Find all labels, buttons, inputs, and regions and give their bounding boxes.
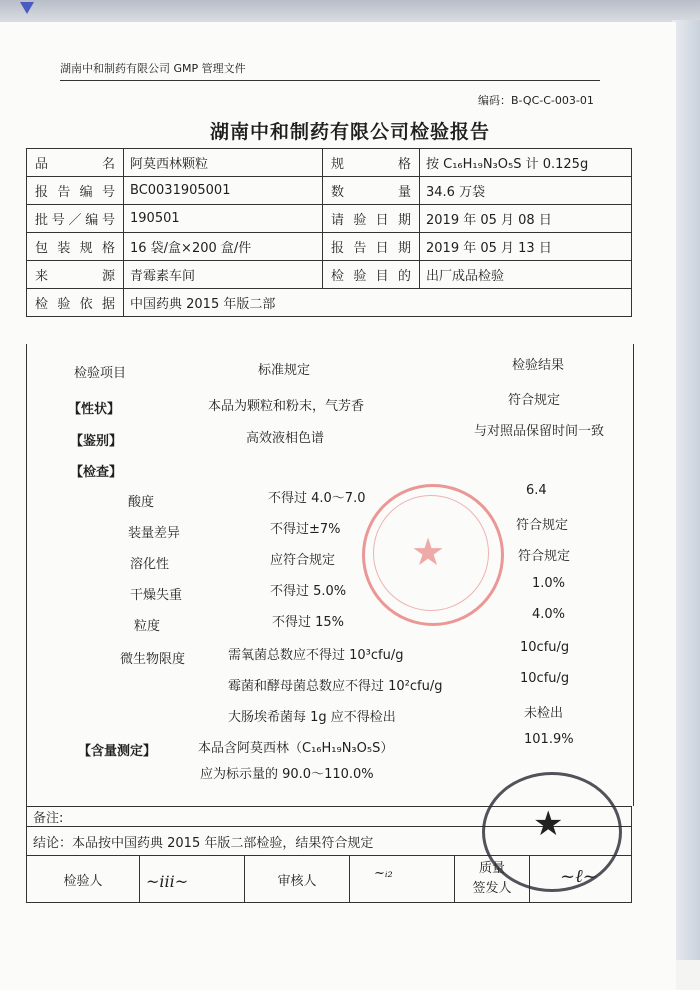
header-divider: [60, 80, 600, 81]
info-value: 190501: [124, 205, 323, 233]
check-result: 符合规定: [518, 549, 571, 564]
assay-standard-2: 应为标示量的 90.0～110.0%: [200, 767, 374, 782]
info-row: [27, 177, 632, 205]
check-result: 4.0%: [532, 607, 566, 622]
info-value: 阿莫西林颗粒: [124, 149, 323, 177]
report-title: 湖南中和制药有限公司检验报告: [210, 121, 491, 143]
qa-label-line2: 签发人: [472, 881, 512, 896]
micro-result: 10cfu/g: [520, 671, 570, 686]
info-key: 批号／编号: [27, 205, 124, 233]
info-value: 16 袋/盒×200 盒/件: [124, 233, 323, 261]
col-header-item: 检验项目: [74, 366, 127, 381]
section-assay-label: 【含量测定】: [78, 744, 157, 759]
check-standard: 应符合规定: [270, 553, 336, 568]
check-result: 1.0%: [532, 576, 566, 591]
info-key: 包装规格: [27, 233, 124, 261]
info-key: 报告编号: [27, 177, 124, 205]
reviewer-handwriting: ~ᵢ₂: [374, 866, 393, 881]
section-inspection-label: 【检查】: [70, 465, 123, 480]
info-key: 报告日期: [323, 233, 420, 261]
inspector-label: 检验人: [27, 856, 140, 903]
arrow-down-icon: [20, 2, 34, 14]
reviewer-label: 审核人: [245, 856, 350, 903]
reviewer-signature: [350, 856, 455, 903]
micro-standard: 需氧菌总数应不得过 10³cfu/g: [228, 648, 404, 663]
micro-standard: 霉菌和酵母菌总数应不得过 10²cfu/g: [228, 679, 443, 694]
check-standard: 不得过 15%: [272, 615, 345, 630]
company-doc-label: 湖南中和制药有限公司 GMP 管理文件: [60, 62, 246, 75]
info-key: 品 名: [27, 149, 124, 177]
info-key: 规 格: [323, 149, 420, 177]
check-result: 6.4: [526, 483, 547, 498]
scanner-right-edge: [672, 20, 700, 960]
info-table: [26, 148, 632, 317]
check-name: 粒度: [134, 619, 161, 634]
conclusion-text: 结论：本品按中国药典 2015 年版二部检验，结果符合规定: [27, 827, 632, 856]
identification-standard: 高效液相色谱: [246, 431, 325, 446]
check-name: 干燥失重: [130, 588, 183, 603]
inspector-handwriting: ~ⅲ~: [146, 872, 189, 891]
black-seal-stamp: [482, 772, 622, 892]
identification-result: 与对照品保留时间一致: [474, 424, 605, 439]
info-key: 数 量: [323, 177, 420, 205]
check-name: 装量差异: [128, 526, 181, 541]
info-row: [27, 233, 632, 261]
info-value: 34.6 万袋: [420, 177, 632, 205]
assay-result: 101.9%: [524, 732, 574, 747]
check-standard: 不得过±7%: [270, 522, 341, 537]
check-standard: 不得过 5.0%: [270, 584, 347, 599]
qa-handwriting: ~ℓ~: [560, 866, 598, 887]
info-value: 青霉素车间: [124, 261, 323, 289]
info-value: 2019 年 05 月 13 日: [420, 233, 632, 261]
red-seal-stamp: [362, 484, 504, 626]
info-value: BC0031905001: [124, 177, 323, 205]
info-key: 检验目的: [323, 261, 420, 289]
section-character-label: 【性状】: [68, 402, 121, 417]
info-row: [27, 261, 632, 289]
info-row: [27, 149, 632, 177]
micro-standard: 大肠埃希菌每 1g 应不得检出: [228, 710, 396, 725]
assay-standard-1: 本品含阿莫西林（C₁₆H₁₉N₃O₅S）: [198, 741, 394, 756]
col-header-standard: 标准规定: [258, 363, 311, 378]
info-key: 请验日期: [323, 205, 420, 233]
info-value: 按 C₁₆H₁₉N₃O₅S 计 0.125g: [420, 149, 632, 177]
info-value: 出厂成品检验: [420, 261, 632, 289]
info-key: 来 源: [27, 261, 124, 289]
check-name: 溶化性: [130, 557, 170, 572]
micro-result: 10cfu/g: [520, 640, 570, 655]
check-name: 酸度: [128, 495, 155, 510]
basis-label: 检验依据: [27, 289, 124, 317]
character-standard: 本品为颗粒和粉末，气芳香: [208, 399, 365, 414]
basis-row: [27, 289, 632, 317]
section-identification-label: 【鉴别】: [70, 434, 123, 449]
star-icon: ★: [533, 804, 564, 844]
character-result: 符合规定: [508, 393, 561, 408]
micro-result: 未检出: [524, 706, 564, 721]
check-result: 符合规定: [516, 518, 569, 533]
star-icon: ★: [411, 530, 446, 574]
qa-label-line1: 质量: [478, 861, 505, 876]
col-header-result: 检验结果: [512, 358, 565, 373]
remark-label: 备注:: [27, 807, 632, 827]
micro-name: 微生物限度: [120, 652, 186, 667]
info-row: [27, 205, 632, 233]
info-value: 2019 年 05 月 08 日: [420, 205, 632, 233]
doc-code: 编码：B-QC-C-003-01: [478, 94, 594, 107]
check-standard: 不得过 4.0～7.0: [268, 491, 366, 506]
basis-value: 中国药典 2015 年版二部: [124, 289, 632, 317]
